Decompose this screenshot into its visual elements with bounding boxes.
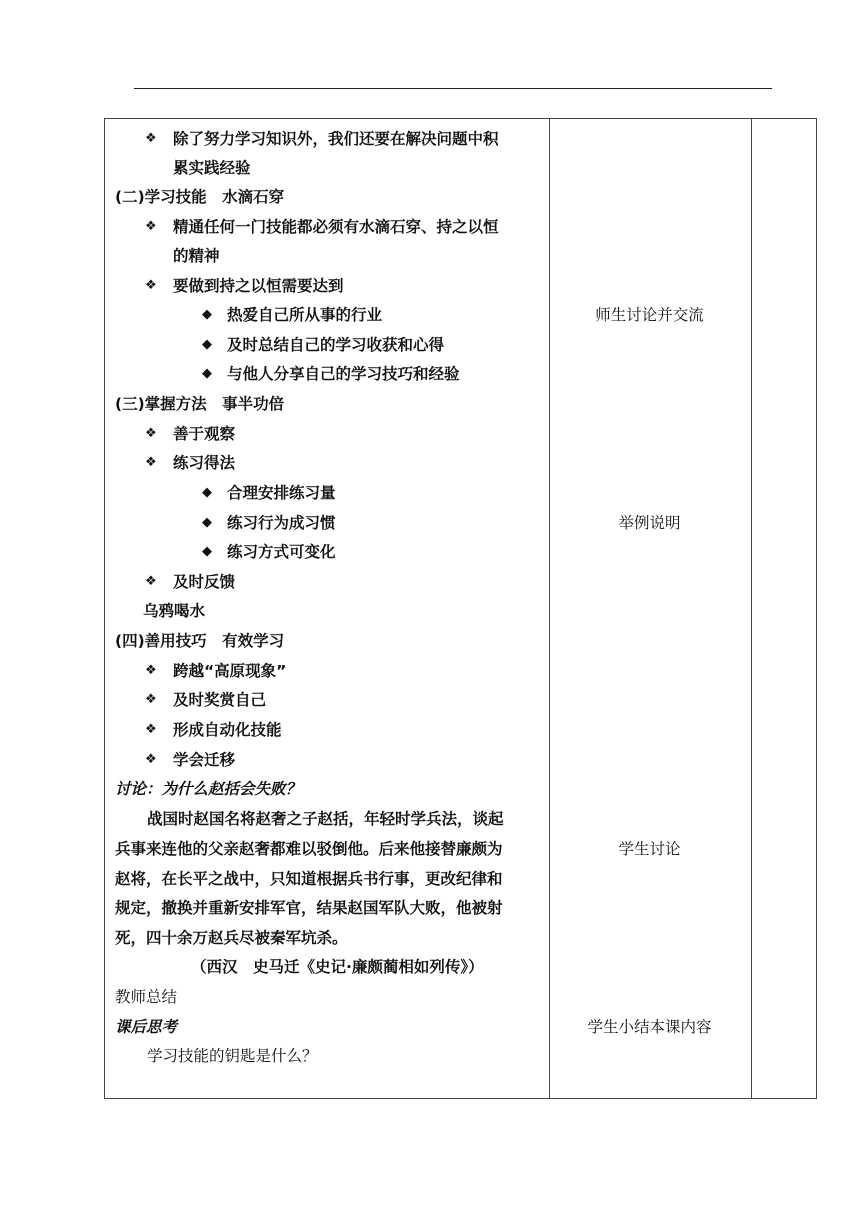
bullet-diamond-icon: ◆	[202, 485, 212, 500]
bullet-diamond-four-icon: ❖	[145, 455, 157, 470]
section-heading: (三)掌握方法 事半功倍	[115, 395, 285, 413]
discussion-heading: 讨论：为什么赵括会失败？	[115, 780, 302, 798]
content-line: 除了努力学习知识外，我们还要在解决问题中积	[173, 130, 499, 148]
content-line: 精通任何一门技能都必须有水滴石穿、持之以恒	[173, 218, 499, 236]
content-line: 及时反馈	[173, 573, 236, 591]
bullet-diamond-four-icon: ❖	[145, 426, 157, 441]
story-source: （西汉 史马迁《史记·廉颇蔺相如列传》）	[191, 958, 484, 976]
content-line: 要做到持之以恒需要达到	[173, 277, 344, 295]
bullet-diamond-icon: ◆	[202, 337, 212, 352]
content-line: 练习得法	[173, 454, 236, 472]
bullet-diamond-icon: ◆	[202, 515, 212, 530]
content-line: 善于观察	[173, 425, 236, 443]
after-class-question: 学习技能的钥匙是什么？	[147, 1047, 318, 1065]
content-line: 与他人分享自己的学习技巧和经验	[227, 365, 460, 383]
content-line: 跨越“高原现象”	[173, 662, 287, 680]
content-line: 练习方式可变化	[227, 543, 336, 561]
story-line: 赵将，在长平之战中，只知道根据兵书行事，更改纪律和	[115, 870, 503, 888]
bullet-diamond-four-icon: ❖	[145, 663, 157, 678]
section-heading: (四)善用技巧 有效学习	[115, 632, 285, 650]
content-line: 及时总结自己的学习收获和心得	[227, 336, 445, 354]
content-line: 形成自动化技能	[173, 721, 282, 739]
bullet-diamond-four-icon: ❖	[145, 692, 157, 707]
activity-note: 学生讨论	[618, 840, 681, 858]
content-line: 累实践经验	[173, 159, 251, 177]
after-class-heading: 课后思考	[115, 1018, 178, 1036]
bullet-diamond-icon: ◆	[202, 307, 212, 322]
content-line: 合理安排练习量	[227, 484, 336, 502]
column-divider	[751, 119, 752, 1098]
lesson-plan-table	[104, 118, 817, 1099]
bullet-diamond-icon: ◆	[202, 544, 212, 559]
activity-note: 举例说明	[618, 514, 681, 532]
bullet-diamond-four-icon: ❖	[145, 219, 157, 234]
content-line: 乌鸦喝水	[143, 602, 206, 620]
story-line: 死，四十余万赵兵尽被秦军坑杀。	[115, 929, 348, 947]
bullet-diamond-four-icon: ❖	[145, 278, 157, 293]
column-divider	[549, 119, 550, 1098]
teacher-summary: 教师总结	[115, 988, 178, 1006]
story-line: 兵事来连他的父亲赵奢都难以驳倒他。后来他接替廉颇为	[115, 840, 503, 858]
bullet-diamond-four-icon: ❖	[145, 722, 157, 737]
content-line: 练习行为成习惯	[227, 514, 336, 532]
story-line: 战国时赵国名将赵奢之子赵括，年轻时学兵法，谈起	[147, 810, 504, 828]
bullet-diamond-four-icon: ❖	[145, 574, 157, 589]
bullet-diamond-four-icon: ❖	[145, 752, 157, 767]
activity-note: 师生讨论并交流	[595, 306, 704, 324]
content-line: 的精神	[173, 247, 220, 265]
section-heading: (二)学习技能 水滴石穿	[115, 188, 285, 206]
activity-note: 学生小结本课内容	[587, 1018, 712, 1036]
bullet-diamond-icon: ◆	[202, 366, 212, 381]
content-line: 热爱自己所从事的行业	[227, 306, 383, 324]
story-line: 规定，撤换并重新安排军官，结果赵国军队大败，他被射	[115, 899, 503, 917]
content-line: 及时奖赏自己	[173, 691, 267, 709]
page-header-rule	[134, 88, 772, 89]
content-line: 学会迁移	[173, 751, 236, 769]
bullet-diamond-four-icon: ❖	[145, 131, 157, 146]
